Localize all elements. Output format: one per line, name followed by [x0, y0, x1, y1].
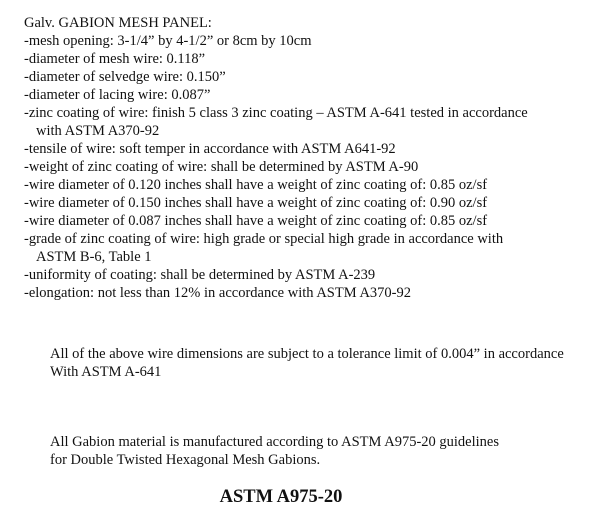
material-note-line-1: All Gabion material is manufactured according to ASTM A975-20 guidelines: [50, 434, 499, 450]
material-note-line-2: for Double Twisted Hexagonal Mesh Gabions.: [50, 452, 321, 468]
spec-title: Galv. GABION MESH PANEL:: [24, 15, 212, 31]
spec-line-selvedge-wire-diameter: -diameter of selvedge wire: 0.150”: [24, 69, 226, 85]
tolerance-note-line-1: All of the above wire dimensions are subject to a tolerance limit of 0.004” in accordance: [50, 346, 564, 362]
spec-line-zinc-coating: -zinc coating of wire: finish 5 class 3 zinc coating – ASTM A-641 tested in accordance: [24, 105, 528, 121]
spec-list: [24, 32, 594, 302]
spec-line-coating-grade: -grade of zinc coating of wire: high grade or special high grade in accordance with: [24, 231, 504, 247]
spec-line-wire-0087: -wire diameter of 0.087 inches shall have a weight of zinc coating of: 0.85 oz/sf: [24, 213, 488, 229]
material-note: [50, 433, 595, 469]
spec-line-coating-grade-continued: ASTM B-6, Table 1: [36, 249, 152, 265]
tolerance-note-line-2: With ASTM A-641: [50, 364, 162, 380]
spec-line-tensile: -tensile of wire: soft temper in accordance with ASTM A641-92: [24, 141, 396, 157]
spec-line-coating-weight: -weight of zinc coating of wire: shall be determined by ASTM A-90: [24, 159, 419, 175]
spec-line-zinc-coating-continued: with ASTM A370-92: [36, 123, 160, 139]
spec-line-lacing-wire-diameter: -diameter of lacing wire: 0.087”: [24, 87, 211, 103]
tolerance-note: [50, 345, 595, 381]
spec-line-elongation: -elongation: not less than 12% in accordance with ASTM A370-92: [24, 285, 411, 301]
standard-heading: ASTM A975-20: [219, 487, 343, 507]
spec-line-wire-0120: -wire diameter of 0.120 inches shall have a weight of zinc coating of: 0.85 oz/sf: [24, 177, 488, 193]
spec-line-wire-0150: -wire diameter of 0.150 inches shall have a weight of zinc coating of: 0.90 oz/sf: [24, 195, 488, 211]
spec-line-uniformity: -uniformity of coating: shall be determined by ASTM A-239: [24, 267, 376, 283]
spec-line-mesh-wire-diameter: -diameter of mesh wire: 0.118”: [24, 51, 206, 67]
spec-line-mesh-opening: -mesh opening: 3-1/4” by 4-1/2” or 8cm by 10cm: [24, 33, 312, 49]
